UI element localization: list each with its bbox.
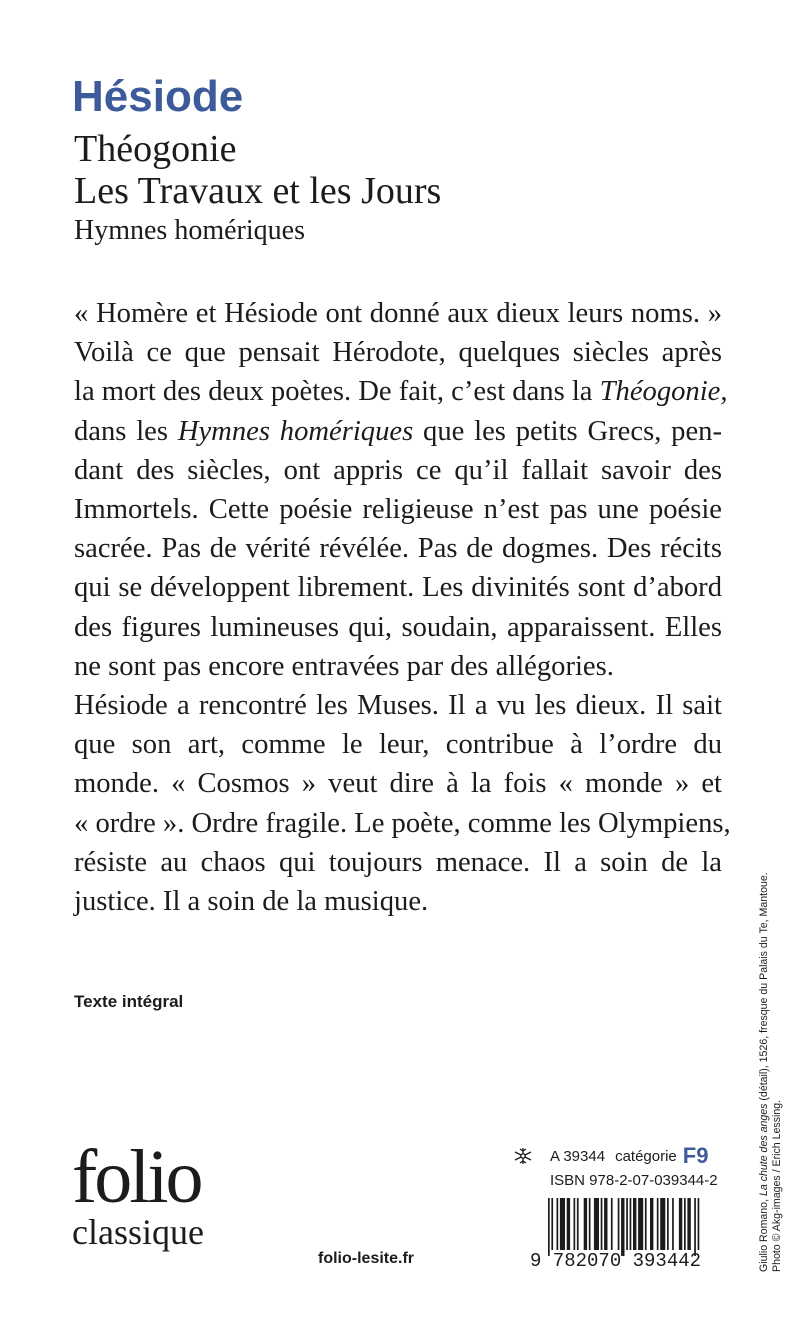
- author-name: Hésiode: [72, 72, 244, 121]
- barcode-bar: [645, 1198, 647, 1250]
- barcode-bar: [667, 1198, 669, 1250]
- barcode-bar: [638, 1198, 643, 1250]
- blurb-line: monde. « Cosmos » veut dire à la fois « monde » et: [74, 768, 722, 800]
- barcode-bar: [698, 1198, 700, 1250]
- barcode-bar: [672, 1198, 674, 1250]
- barcode-bar: [660, 1198, 665, 1250]
- barcode-bar: [611, 1198, 613, 1250]
- barcode-bar: [548, 1198, 550, 1256]
- folio-classique-logo: [72, 1135, 204, 1252]
- credit-line-1: [758, 732, 771, 1272]
- catalog-codes: [512, 1145, 708, 1167]
- reference-row: [512, 1145, 708, 1167]
- barcode-bar: [577, 1198, 579, 1250]
- blurb-line: que son art, comme le leur, contribue à l’ordre du: [74, 729, 722, 761]
- blurb-line: résiste au chaos qui toujours menace. Il a soin de la: [74, 846, 722, 878]
- barcode-bar: [594, 1198, 599, 1250]
- barcode-bar: [630, 1198, 632, 1250]
- barcode-digits: 9 782070 393442: [530, 1250, 702, 1272]
- barcode-bar: [633, 1198, 636, 1250]
- title-travaux-et-jours: Les Travaux et les Jours: [74, 170, 442, 212]
- integral-text-label: Texte intégral: [74, 992, 184, 1011]
- blurb-text: [74, 294, 731, 921]
- barcode-bar: [687, 1198, 690, 1250]
- website-link[interactable]: folio-lesite.fr: [318, 1250, 415, 1267]
- blurb-line: Immortels. Cette poésie religieuse n’est pas une poésie: [74, 494, 722, 526]
- barcode-bar: [650, 1198, 653, 1250]
- credit-artist: Giulio Romano,: [758, 1196, 770, 1272]
- blurb-line: des figures lumineuses qui, soudain, apparaissent. Elles: [74, 611, 722, 643]
- blurb-line: justice. Il a soin de la musique.: [74, 886, 429, 918]
- barcode-bar: [626, 1198, 628, 1250]
- blurb-italic-title: Théogonie,: [599, 376, 728, 408]
- barcode-bar: [601, 1198, 603, 1250]
- category-label: catégorie: [615, 1147, 677, 1165]
- credit-work-title: La chute des anges: [758, 1103, 770, 1197]
- blurb-line: « ordre ». Ordre fragile. Le poète, comme les Olympiens,: [74, 807, 731, 839]
- blurb-line: [74, 372, 728, 411]
- credit-line-2: Photo © Akg-images / Erich Lessing.: [771, 1099, 783, 1272]
- logo-folio: folio: [72, 1135, 201, 1219]
- barcode-bar: [694, 1198, 696, 1256]
- isbn-text: ISBN 978-2-07-039344-2: [550, 1172, 718, 1189]
- blurb-text-run: que les petits Grecs, pen-: [413, 415, 722, 447]
- title-theogonie: Théogonie: [74, 128, 237, 170]
- blurb-text-run: dans les: [74, 415, 178, 447]
- barcode-bar: [560, 1198, 565, 1250]
- barcode-bar: [679, 1198, 682, 1250]
- logo-classique: classique: [72, 1212, 204, 1252]
- blurb-italic-title: Hymnes homériques: [177, 415, 414, 447]
- barcode-bar: [584, 1198, 587, 1250]
- titles-block: [74, 128, 441, 252]
- barcode-bar: [618, 1198, 620, 1250]
- blurb-line: sacrée. Pas de vérité révélée. Pas de dogmes. Des récits: [74, 533, 722, 565]
- barcode-bar: [657, 1198, 659, 1250]
- barcode-bar: [684, 1198, 686, 1250]
- gallimard-star-icon: [512, 1147, 534, 1165]
- barcode-bar: [621, 1198, 624, 1256]
- category-code: F9: [682, 1143, 709, 1168]
- blurb-text-run: la mort des deux poètes. De fait, c’est dans la: [74, 376, 600, 408]
- barcode: [548, 1198, 718, 1256]
- barcode-bar: [574, 1198, 576, 1250]
- photo-credit: [758, 732, 784, 1272]
- credit-details: (détail), 1526, fresque du Palais du Te, Mantoue.: [758, 872, 770, 1104]
- blurb-line: [74, 412, 722, 451]
- blurb-line: ne sont pas encore entravées par des allégories.: [74, 650, 614, 682]
- blurb-line: Hésiode a rencontré les Muses. Il a vu les dieux. Il sait: [74, 690, 722, 722]
- barcode-bar: [557, 1198, 559, 1250]
- barcode-bar: [551, 1198, 553, 1250]
- blurb-line: dant des siècles, ont appris ce qu’il fallait savoir des: [74, 454, 722, 486]
- barcode-bar: [604, 1198, 607, 1250]
- barcode-bar: [567, 1198, 570, 1250]
- barcode-bar: [589, 1198, 591, 1250]
- blurb-line: qui se développent librement. Les divinités sont d’abord: [74, 572, 722, 604]
- reference-number: A 39344: [550, 1147, 606, 1165]
- blurb-line: Voilà ce que pensait Hérodote, quelques siècles après: [74, 337, 722, 369]
- blurb-line: « Homère et Hésiode ont donné aux dieux leurs noms. »: [74, 298, 722, 329]
- title-hymnes: Hymnes homériques: [74, 215, 305, 246]
